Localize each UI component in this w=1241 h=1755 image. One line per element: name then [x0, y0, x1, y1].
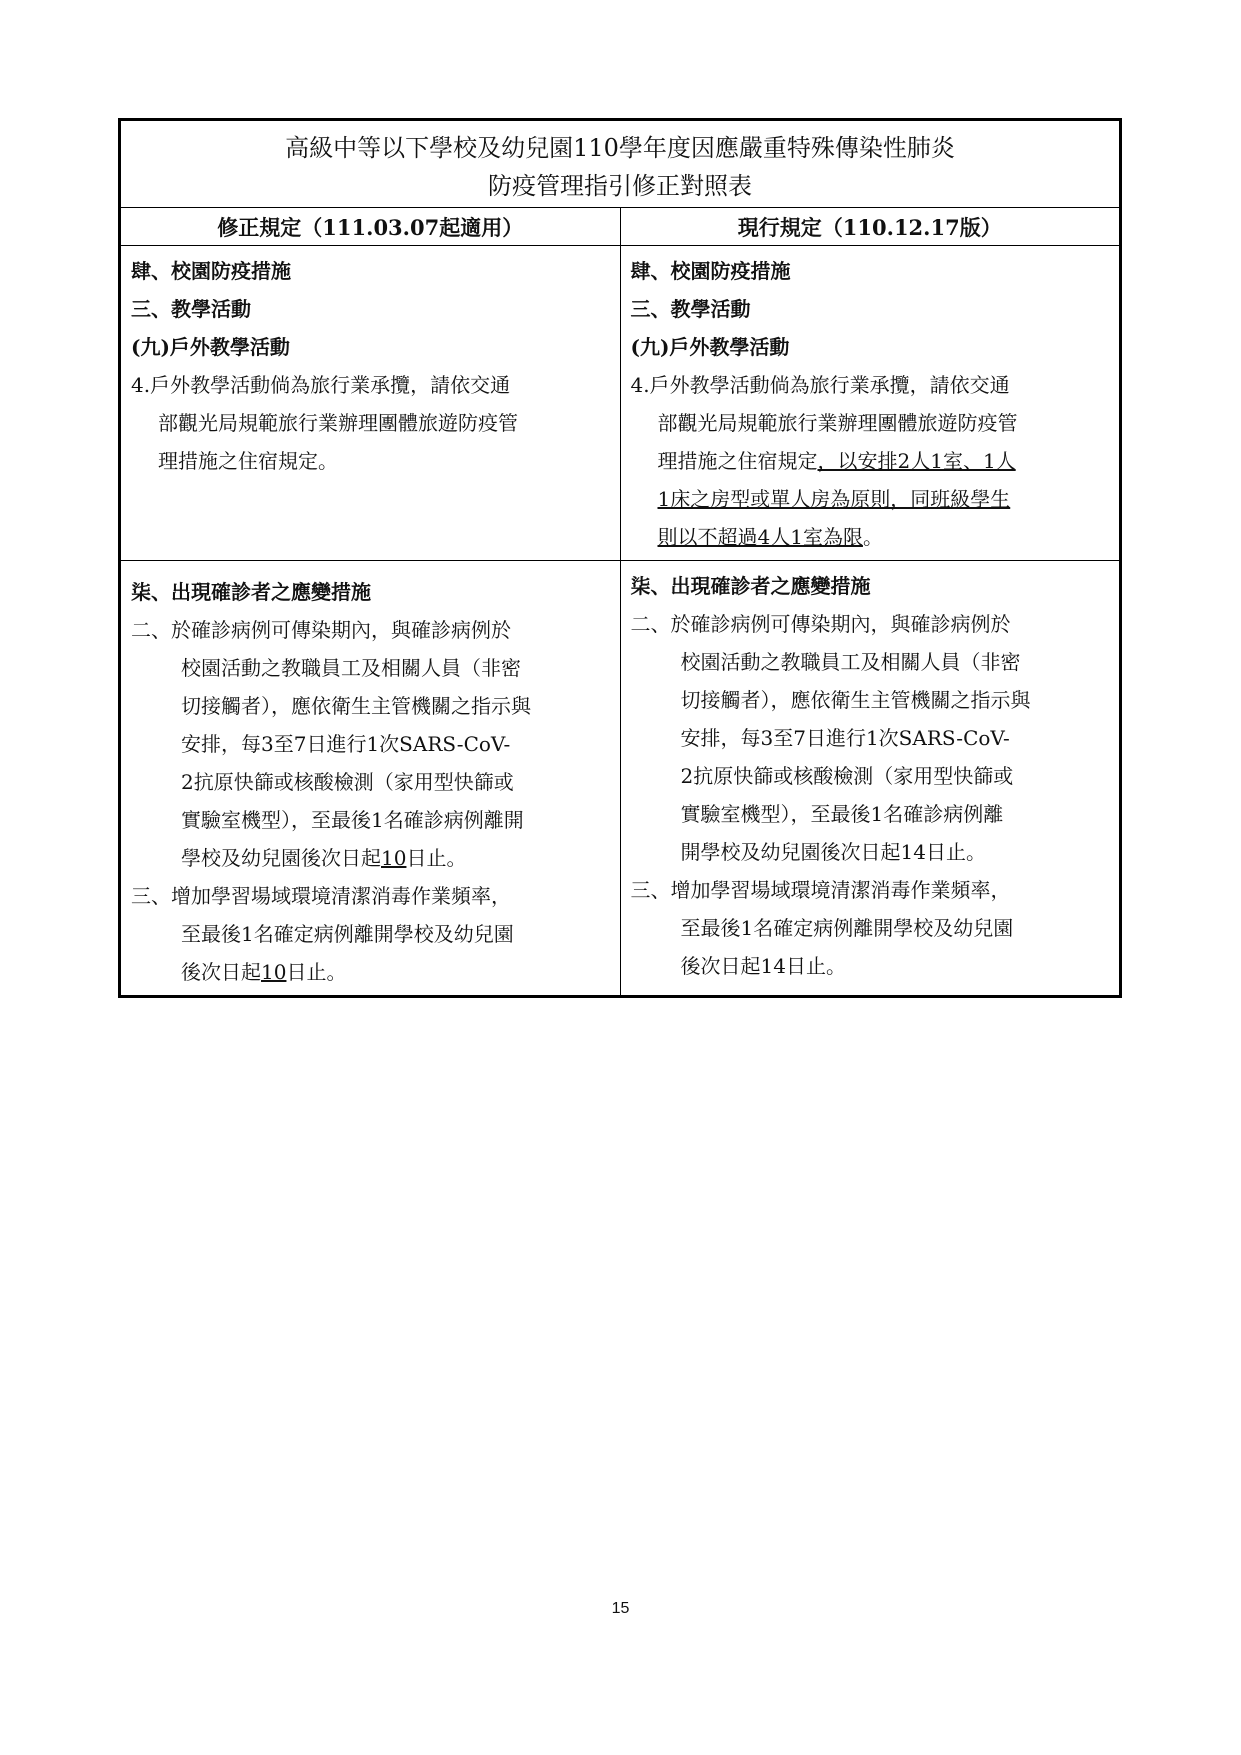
current-section-response	[620, 561, 1121, 997]
text-line	[631, 442, 1110, 480]
text-span: 日止。	[286, 960, 347, 984]
text-span: 後次日起	[181, 960, 261, 984]
text-line	[631, 518, 1110, 556]
comparison-table	[118, 118, 1122, 998]
text-line: 部觀光局規範旅行業辦理團體旅遊防疫管	[657, 411, 1018, 435]
page-number: 15	[611, 1600, 630, 1617]
table-title	[120, 120, 1121, 208]
text-line: 切接觸者），應依衛生主管機關之指示與	[181, 694, 531, 718]
text-line: 2抗原快篩或核酸檢測（家用型快篩或	[680, 764, 1014, 788]
text-line: 校園活動之教職員工及相關人員（非密	[680, 650, 1021, 674]
text-line: 實驗室機型），至最後1名確診病例離	[680, 802, 1004, 826]
text-line: 4.戶外教學活動倘為旅行業承攬，請依交通	[131, 373, 511, 397]
text-line: 理措施之住宿規定。	[158, 449, 338, 473]
revised-section-response	[120, 561, 621, 997]
text-line	[131, 839, 610, 877]
text-line: 2抗原快篩或核酸檢測（家用型快篩或	[181, 770, 514, 794]
text-line: 安排，每3至7日進行1次SARS-CoV-	[680, 726, 1010, 750]
subsection-heading: 三、教學活動	[630, 297, 751, 321]
text-line: 實驗室機型），至最後1名確診病例離開	[181, 808, 524, 832]
amended-text: 10	[261, 960, 287, 984]
text-line: 二、於確診病例可傳染期內，與確診病例於	[131, 618, 511, 642]
subsection-heading: 三、教學活動	[131, 297, 251, 321]
text-span: 。	[862, 525, 883, 549]
text-line: 三、增加學習場域環境清潔消毒作業頻率，	[131, 884, 511, 908]
text-line: 至最後1名確定病例離開學校及幼兒園	[181, 922, 514, 946]
text-line	[631, 480, 1110, 518]
deleted-text: 則以不超過4人1室為限	[657, 525, 863, 549]
text-span: 學校及幼兒園後次日起	[181, 846, 381, 870]
column-header-revised: 修正規定（111.03.07起適用）	[120, 208, 621, 246]
deleted-text: ，以安排2人1室、1人	[817, 449, 1016, 473]
text-line: 二、於確診病例可傳染期內，與確診病例於	[630, 612, 1011, 636]
column-header-current: 現行規定（110.12.17版）	[620, 208, 1121, 246]
section-heading: 肆、校園防疫措施	[630, 259, 791, 283]
item-heading: (九)戶外教學活動	[131, 335, 290, 359]
text-line: 開學校及幼兒園後次日起14日止。	[680, 840, 986, 864]
text-span: 理措施之住宿規定	[657, 449, 818, 473]
text-line: 安排，每3至7日進行1次SARS-CoV-	[181, 732, 511, 756]
revised-section-teaching	[120, 246, 621, 561]
text-line: 三、增加學習場域環境清潔消毒作業頻率，	[630, 878, 1011, 902]
text-line: 切接觸者），應依衛生主管機關之指示與	[680, 688, 1031, 712]
text-line: 部觀光局規範旅行業辦理團體旅遊防疫管	[158, 411, 518, 435]
text-line	[131, 953, 610, 991]
current-section-teaching	[620, 246, 1121, 561]
section-heading: 柒、出現確診者之應變措施	[131, 580, 371, 604]
text-span: 日止。	[406, 846, 467, 870]
section-heading: 柒、出現確診者之應變措施	[630, 574, 871, 598]
text-line: 4.戶外教學活動倘為旅行業承攬，請依交通	[630, 373, 1010, 397]
item-heading: (九)戶外教學活動	[630, 335, 790, 359]
text-line: 後次日起14日止。	[680, 954, 846, 978]
text-line: 校園活動之教職員工及相關人員（非密	[181, 656, 521, 680]
text-line: 至最後1名確定病例離開學校及幼兒園	[680, 916, 1014, 940]
title-line-2: 防疫管理指引修正對照表	[488, 172, 752, 200]
amended-text: 10	[381, 846, 407, 870]
deleted-text: 1床之房型或單人房為原則，同班級學生	[657, 487, 1011, 511]
title-line-1: 高級中等以下學校及幼兒園110學年度因應嚴重特殊傳染性肺炎	[285, 134, 955, 162]
section-heading: 肆、校園防疫措施	[131, 259, 291, 283]
